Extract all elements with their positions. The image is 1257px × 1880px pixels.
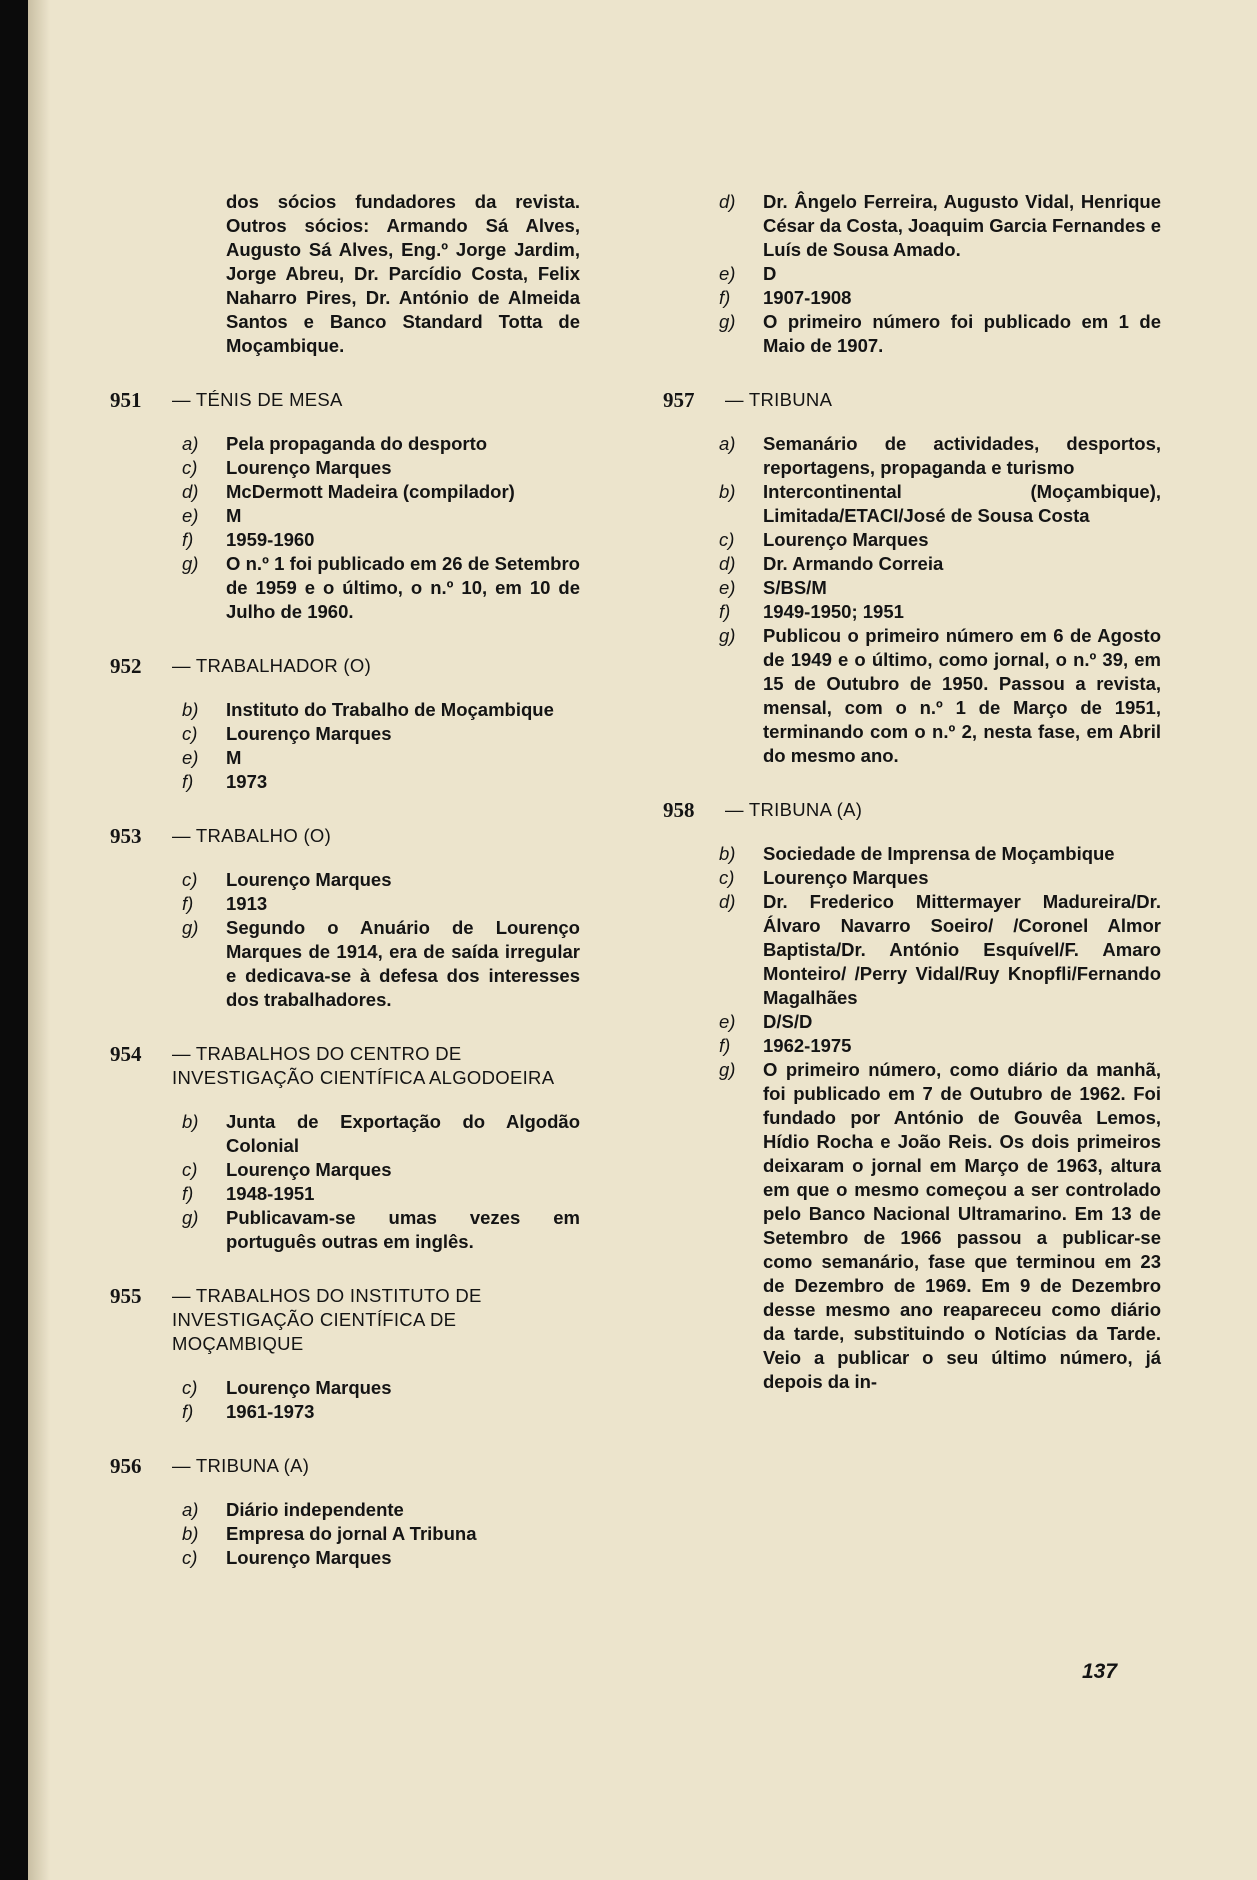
entry-heading xyxy=(110,654,580,678)
entry-item xyxy=(110,1182,580,1206)
item-value: McDermott Madeira (compilador) xyxy=(226,481,515,502)
entry-item xyxy=(110,1546,580,1570)
entry-item xyxy=(110,698,580,722)
entry-item xyxy=(663,480,1161,528)
entry-item xyxy=(110,480,580,504)
item-value: Segundo o Anuário de Lourenço Marques de 1914, era de saída irregular e dedicava-se à defesa dos interesses dos trabalhadores. xyxy=(226,917,580,1010)
item-value: 1913 xyxy=(226,893,268,914)
item-key: g) xyxy=(719,311,736,332)
entry-number: 952 xyxy=(110,654,142,678)
entry-items xyxy=(110,432,580,624)
entry-item xyxy=(110,1498,580,1522)
item-key: c) xyxy=(182,1159,198,1180)
item-key: f) xyxy=(719,1035,731,1056)
item-key: f) xyxy=(719,601,731,622)
item-value: Publicou o primeiro número em 6 de Agosto de 1949 e o último, como jornal, o n.º 39, em 15 de Outubro de 1950. Passou a revista, mensal, com o n.º 1 de Março de 1951, terminando com o n.º 2, nesta fase, em Abril do mesmo ano. xyxy=(763,625,1161,766)
item-key: d) xyxy=(182,481,199,502)
entry-item xyxy=(110,916,580,1012)
entry-item xyxy=(110,1206,580,1254)
item-key: d) xyxy=(719,891,736,912)
item-key: f) xyxy=(182,1401,194,1422)
item-value: Lourenço Marques xyxy=(763,867,929,888)
entry-title: — TRIBUNA (A) xyxy=(172,1455,310,1476)
item-value: D xyxy=(763,263,777,284)
item-value: Dr. Ângelo Ferreira, Augusto Vidal, Henrique César da Costa, Joaquim Garcia Fernandes e Luís de Sousa Amado. xyxy=(763,191,1161,260)
item-key: g) xyxy=(182,1207,199,1228)
entry-item xyxy=(663,866,1161,890)
item-key: g) xyxy=(719,625,736,646)
entry-items xyxy=(110,698,580,794)
right-entries xyxy=(663,388,1161,1394)
item-value: 1973 xyxy=(226,771,268,792)
left-column xyxy=(110,190,580,1570)
entry-item xyxy=(663,552,1161,576)
item-value: S/BS/M xyxy=(763,577,827,598)
entry-item xyxy=(110,1158,580,1182)
entry-item xyxy=(110,1376,580,1400)
item-key: d) xyxy=(719,191,736,212)
item-value: Lourenço Marques xyxy=(226,1159,392,1180)
entry-items xyxy=(110,1110,580,1254)
entry-title: — TRABALHOS DO INSTITUTO DE INVESTIGAÇÃO CIENTÍFICA DE MOÇAMBIQUE xyxy=(172,1285,482,1354)
entry-heading xyxy=(110,1454,580,1478)
entry-item xyxy=(663,1058,1161,1394)
item-value: Instituto do Trabalho de Moçambique xyxy=(226,699,554,720)
item-value: 1949-1950; 1951 xyxy=(763,601,904,622)
item-value: Lourenço Marques xyxy=(226,457,392,478)
item-key: a) xyxy=(182,433,199,454)
item-key: b) xyxy=(182,699,199,720)
item-key: c) xyxy=(182,869,198,890)
item-value: Diário independente xyxy=(226,1499,404,1520)
item-value: Lourenço Marques xyxy=(226,723,392,744)
item-key: c) xyxy=(719,867,735,888)
item-key: e) xyxy=(182,747,199,768)
item-value: 1948-1951 xyxy=(226,1183,315,1204)
item-key: c) xyxy=(719,529,735,550)
item-key: e) xyxy=(182,505,199,526)
entry-item xyxy=(663,1010,1161,1034)
item-key: e) xyxy=(719,577,736,598)
catalog-entry xyxy=(110,1042,580,1254)
entry-item xyxy=(663,890,1161,1010)
item-value: 1959-1960 xyxy=(226,529,315,550)
item-value: O n.º 1 foi publicado em 26 de Setembro de 1959 e o último, o n.º 10, em 10 de Julho de 1960. xyxy=(226,553,580,622)
entry-heading xyxy=(110,1284,580,1356)
intro-paragraph: dos sócios fundadores da revista. Outros sócios: Armando Sá Alves, Augusto Sá Alves, Eng.º Jorge Jardim, Jorge Abreu, Dr. Parcídio Costa, Felix Naharro Pires, Dr. António de Almeida Santos e Banco Standard Totta de Moçambique. xyxy=(226,191,580,356)
item-key: d) xyxy=(719,553,736,574)
entry-item xyxy=(110,1400,580,1424)
item-key: e) xyxy=(719,263,736,284)
entry-items xyxy=(663,432,1161,768)
item-value: Semanário de actividades, desportos, reportagens, propaganda e turismo xyxy=(763,433,1161,478)
entry-title: — TRABALHADOR (O) xyxy=(172,655,372,676)
item-key: b) xyxy=(719,843,736,864)
item-value: Pela propaganda do desporto xyxy=(226,433,488,454)
catalog-entry xyxy=(663,388,1161,768)
item-key: f) xyxy=(182,893,194,914)
book-page xyxy=(28,0,1257,1880)
entry-item xyxy=(110,1522,580,1546)
item-key: f) xyxy=(182,1183,194,1204)
item-key: b) xyxy=(182,1111,199,1132)
item-value: Dr. Frederico Mittermayer Madureira/Dr. Álvaro Navarro Soeiro/ /Coronel Almor Baptista/Dr. António Esquível/F. Amaro Monteiro/ /Perry Vidal/Ruy Knopfli/Fernando Magalhães xyxy=(763,891,1161,1008)
catalog-entry xyxy=(110,824,580,1012)
entry-number: 956 xyxy=(110,1454,142,1478)
item-key: a) xyxy=(719,433,736,454)
entry-item xyxy=(110,504,580,528)
entry-item xyxy=(663,262,1161,286)
item-value: 1962-1975 xyxy=(763,1035,852,1056)
item-key: b) xyxy=(182,1523,199,1544)
entry-item xyxy=(663,600,1161,624)
item-key: b) xyxy=(719,481,736,502)
entry-item xyxy=(663,576,1161,600)
item-value: Lourenço Marques xyxy=(226,1547,392,1568)
item-value: Publicavam-se umas vezes em português outras em inglês. xyxy=(226,1207,580,1252)
item-value: O primeiro número, como diário da manhã, foi publicado em 7 de Outubro de 1962. Foi fundado por António de Gouvêa Lemos, Hídio Rocha e João Reis. Os dois primeiros deixaram o jornal em Março de 1963, altura em que o mesmo começou a ser controlado pelo Banco Nacional Ultramarino. Em 13 de Setembro de 1966 passou a publicar-se como semanário, fase que terminou em 23 de Dezembro de 1969. Em 9 de Dezembro desse mesmo ano reapareceu como diário da tarde, substituindo o Notícias da Tarde. Veio a publicar o seu último número, já depois da in- xyxy=(763,1059,1161,1392)
entry-title: — TRABALHO (O) xyxy=(172,825,332,846)
entry-heading xyxy=(663,798,1161,822)
entry-number: 953 xyxy=(110,824,142,848)
item-key: g) xyxy=(182,917,199,938)
item-key: e) xyxy=(719,1011,736,1032)
entry-title: — TRIBUNA (A) xyxy=(725,799,863,820)
entry-item xyxy=(110,746,580,770)
right-column xyxy=(663,190,1161,1394)
item-key: c) xyxy=(182,1547,198,1568)
entry-number: 954 xyxy=(110,1042,142,1066)
entry-item xyxy=(663,286,1161,310)
entry-items xyxy=(663,842,1161,1394)
entry-number: 955 xyxy=(110,1284,142,1308)
catalog-entry xyxy=(110,388,580,624)
item-value: Junta de Exportação do Algodão Colonial xyxy=(226,1111,580,1156)
entry-number: 951 xyxy=(110,388,142,412)
entry-item xyxy=(663,528,1161,552)
item-value: Empresa do jornal A Tribuna xyxy=(226,1523,477,1544)
item-key: f) xyxy=(182,529,194,550)
item-key: g) xyxy=(182,553,199,574)
item-key: f) xyxy=(182,771,194,792)
item-key: c) xyxy=(182,457,198,478)
item-value: Sociedade de Imprensa de Moçambique xyxy=(763,843,1115,864)
item-value: Dr. Armando Correia xyxy=(763,553,944,574)
entry-item xyxy=(663,190,1161,262)
entry-item xyxy=(110,456,580,480)
entry-items xyxy=(110,1498,580,1570)
item-key: g) xyxy=(719,1059,736,1080)
item-value: M xyxy=(226,505,242,526)
entry-number: 957 xyxy=(663,388,695,412)
catalog-entry xyxy=(663,798,1161,1394)
item-value: Lourenço Marques xyxy=(226,869,392,890)
entry-item xyxy=(110,892,580,916)
item-value: 1961-1973 xyxy=(226,1401,315,1422)
entry-heading xyxy=(110,1042,580,1090)
entry-heading xyxy=(110,824,580,848)
catalog-entry xyxy=(110,1454,580,1570)
entry-items xyxy=(110,868,580,1012)
left-entries xyxy=(110,388,580,1570)
catalog-entry xyxy=(110,1284,580,1424)
item-key: f) xyxy=(719,287,731,308)
item-value: O primeiro número foi publicado em 1 de Maio de 1907. xyxy=(763,311,1161,356)
item-key: a) xyxy=(182,1499,199,1520)
item-value: Lourenço Marques xyxy=(226,1377,392,1398)
entry-title: — TÉNIS DE MESA xyxy=(172,389,343,410)
entry-number: 958 xyxy=(663,798,695,822)
item-value: D/S/D xyxy=(763,1011,813,1032)
item-value: Lourenço Marques xyxy=(763,529,929,550)
entry-heading xyxy=(663,388,1161,412)
entry-heading xyxy=(110,388,580,412)
entry-item xyxy=(110,552,580,624)
entry-title: — TRABALHOS DO CENTRO DE INVESTIGAÇÃO CIENTÍFICA ALGODOEIRA xyxy=(172,1043,555,1088)
entry-item xyxy=(110,528,580,552)
entry-item xyxy=(110,770,580,794)
page-number: 137 xyxy=(1082,1660,1118,1683)
catalog-entry xyxy=(110,654,580,794)
item-value: M xyxy=(226,747,242,768)
entry-item xyxy=(663,432,1161,480)
item-key: c) xyxy=(182,723,198,744)
entry-item xyxy=(663,842,1161,866)
item-value: 1907-1908 xyxy=(763,287,852,308)
entry-item xyxy=(663,624,1161,768)
entry-title: — TRIBUNA xyxy=(725,389,833,410)
entry-items xyxy=(110,1376,580,1424)
entry-item xyxy=(110,868,580,892)
entry-item xyxy=(110,722,580,746)
entry-item xyxy=(110,432,580,456)
entry-item xyxy=(110,1110,580,1158)
entry-item xyxy=(663,310,1161,358)
continued-entry-items xyxy=(663,190,1161,358)
item-value: Intercontinental (Moçambique), Limitada/ETACI/José de Sousa Costa xyxy=(763,481,1161,526)
entry-item xyxy=(663,1034,1161,1058)
item-key: c) xyxy=(182,1377,198,1398)
